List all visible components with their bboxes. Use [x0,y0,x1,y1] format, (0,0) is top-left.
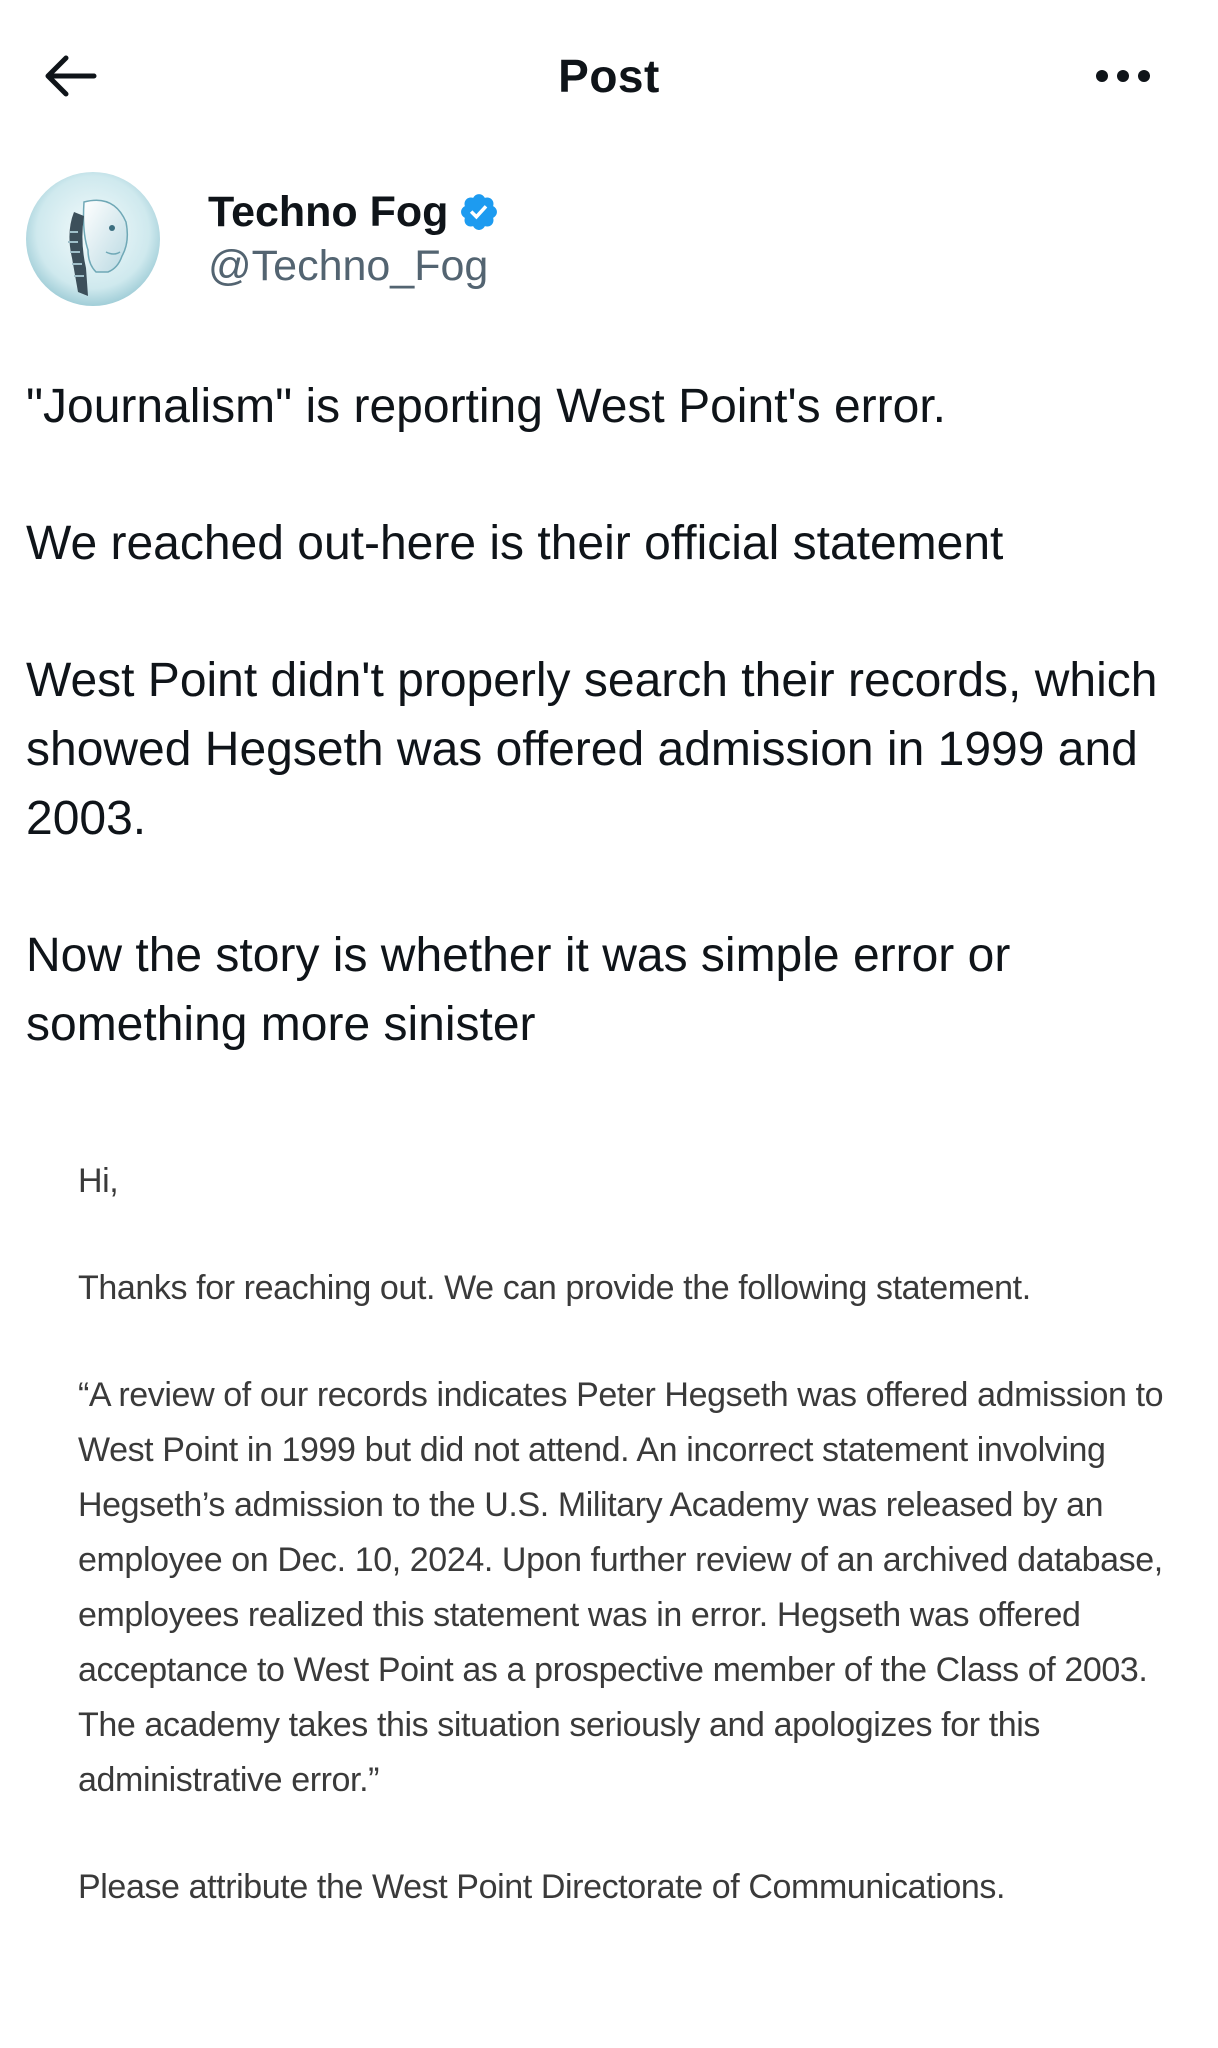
author-handle[interactable]: @Techno_Fog [208,242,489,290]
statement-attribution: Please attribute the West Point Directorate of Communications. [78,1868,1006,1906]
page-title: Post [558,50,660,102]
post-author [26,172,500,306]
post-text [26,372,1196,1059]
post-paragraph: "Journalism" is reporting West Point's error. [26,380,947,433]
post-paragraph: West Point didn't properly search their records, which showed Hegseth was offered admission in 1999 and 2003. [26,654,1158,845]
attached-statement-image[interactable] [0,1110,1218,2048]
post-paragraph: We reached out-here is their official statement [26,517,1004,570]
more-options-button[interactable] [1088,46,1158,106]
robot-face-avatar-icon [26,172,160,306]
more-horizontal-icon [1095,69,1151,83]
statement-greeting: Hi, [78,1162,119,1200]
verified-badge-icon[interactable] [458,191,500,233]
author-info [208,185,500,293]
author-name-row[interactable] [208,185,500,239]
statement-quote: “A review of our records indicates Peter Hegseth was offered admission to West Point in 1999 but did not attend. An incorrect statement involving Hegseth’s admission to the U.S. Military Academy was released by an employee on Dec. 10, 2024. Upon further review of an archived database, employees realized this statement was in error. Hegseth was offered acceptance to West Point as a prospective member of the Class of 2003. The academy takes this situation seriously and apologizes for this administrative error.” [78,1376,1164,1799]
statement-intro: Thanks for reaching out. We can provide the following statement. [78,1269,1031,1307]
top-bar [0,0,1218,150]
post-paragraph: Now the story is whether it was simple error or something more sinister [26,929,1011,1051]
avatar[interactable] [26,172,160,306]
author-name[interactable]: Techno Fog [208,188,449,236]
statement-text [78,1154,1188,1967]
